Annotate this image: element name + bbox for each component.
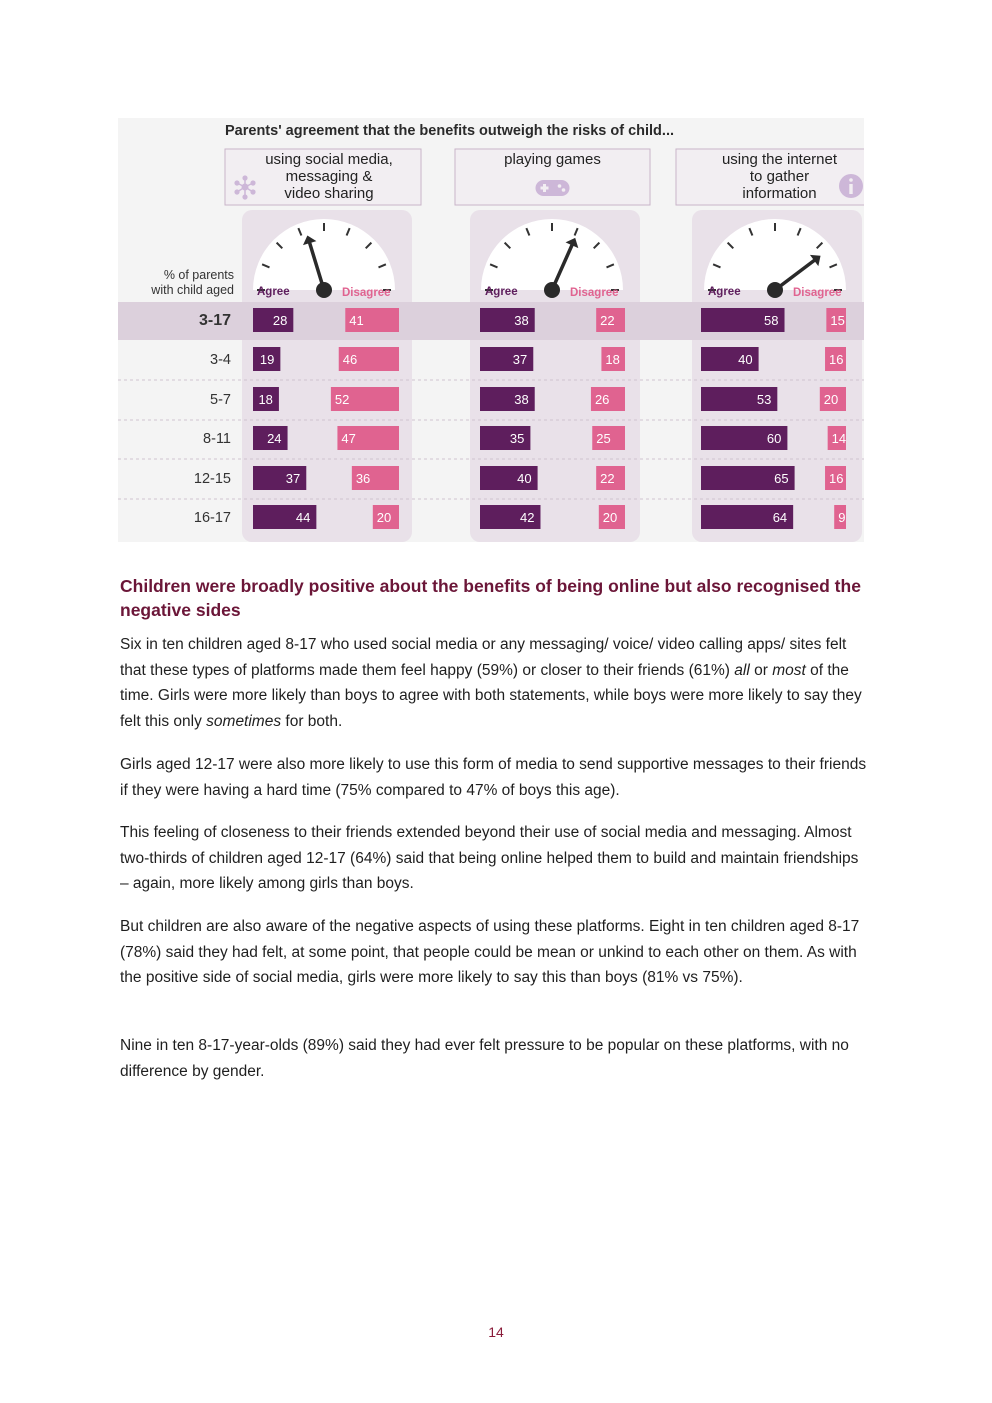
panel-title-line: using social media, <box>265 151 393 168</box>
paragraph-happy-closer <box>120 632 868 734</box>
info-icon <box>839 174 863 198</box>
paragraph-text: of the time. Girls were more likely than boys to agree with both statements, while boys were more likely to say they felt this only <box>120 661 862 730</box>
disagree-value-label: 22 <box>600 313 615 328</box>
paragraph-text: for both. <box>281 712 343 730</box>
disagree-value-label: 20 <box>823 392 839 407</box>
gauge-pivot <box>767 282 783 298</box>
category-label: 16-17 <box>193 510 231 526</box>
panel-title-line: video sharing <box>284 185 374 202</box>
agree-value-label: 58 <box>764 313 779 328</box>
disagree-value-label: 16 <box>829 471 844 486</box>
agree-value-label: 53 <box>756 392 772 407</box>
agree-value-label: 38 <box>514 392 529 407</box>
disagree-value-label: 36 <box>355 471 371 486</box>
agree-value-label: 37 <box>512 352 528 367</box>
disagree-value-label: 9 <box>838 510 846 525</box>
disagree-value-label: 46 <box>342 352 358 367</box>
paragraph-text: or <box>749 661 773 679</box>
disagree-value-label: 25 <box>596 431 611 446</box>
paragraph-pressure-popular: Nine in ten 8-17-year-olds (89%) said they had ever felt pressure to be popular on these platforms, with no difference by gender. <box>120 1037 849 1080</box>
gauge-pivot <box>544 282 560 298</box>
paragraph-text: Six in ten children aged 8-17 who used social media or any messaging/ voice/ video calling apps/ sites felt that these types of platforms made them feel happy (59%) or closer to their friends (61%) <box>120 636 847 679</box>
panel-title-line: to gather <box>749 168 810 185</box>
disagree-value-label: 47 <box>341 431 356 446</box>
agree-value-label: 35 <box>509 431 525 446</box>
agree-value-label: 42 <box>520 510 535 525</box>
disagree-value-label: 20 <box>602 510 618 525</box>
gauge-pivot <box>316 282 332 298</box>
emphasis-text: sometimes <box>206 712 282 730</box>
category-label: 8-11 <box>203 431 231 447</box>
legend-agree-label: Agree <box>257 286 290 298</box>
agree-value-label: 24 <box>267 431 282 446</box>
category-label: 5-7 <box>210 392 231 408</box>
legend-agree-label: Agree <box>708 286 741 298</box>
disagree-value-label: 41 <box>349 313 364 328</box>
gamepad-icon <box>536 180 570 196</box>
disagree-value-label: 20 <box>376 510 392 525</box>
panel-title-line: information <box>742 185 817 202</box>
panel-title-line: messaging & <box>285 168 373 185</box>
agree-value-label: 40 <box>517 471 532 486</box>
disagree-value-label: 15 <box>830 313 845 328</box>
category-label: 3-4 <box>210 352 231 368</box>
chart-title: Parents' agreement that the benefits outweigh the risks of child... <box>225 123 675 139</box>
agree-value-label: 64 <box>772 510 788 525</box>
agree-value-label: 60 <box>766 431 782 446</box>
category-label: 12-15 <box>193 471 231 487</box>
row-axis-label: with child aged <box>151 283 234 297</box>
paragraph-friendships: This feeling of closeness to their friends extended beyond their use of social media and messaging. Almost two-thirds of children aged 12-17 (64%) said that being online helped them to build and maintain friendships – again, more likely among girls than boys. <box>120 824 859 893</box>
agree-value-label: 65 <box>774 471 789 486</box>
legend-disagree-label: Disagree <box>570 287 619 299</box>
emphasis-text: all <box>734 661 750 679</box>
paragraph-negative-aspects: But children are also aware of the negative aspects of using these platforms. Eight in ten children aged 8-17 (78%) said they had felt, at some point, that people could be mean or unkind to each other on them. As with the positive side of social media, girls were more likely to say this than boys (81% vs 75%). <box>120 918 860 987</box>
agree-value-label: 19 <box>259 352 275 367</box>
agree-value-label: 44 <box>295 510 311 525</box>
category-label: 3-17 <box>198 312 231 329</box>
agree-value-label: 28 <box>272 313 288 328</box>
legend-disagree-label: Disagree <box>793 287 842 299</box>
legend-disagree-label: Disagree <box>342 287 391 299</box>
disagree-value-label: 52 <box>334 392 350 407</box>
paragraph-supportive-messages: Girls aged 12-17 were also more likely to use this form of media to send supportive messages to their friends if they were having a hard time (75% compared to 47% of boys this age). <box>120 756 867 799</box>
agreement-chart <box>118 118 864 542</box>
emphasis-text: most <box>772 661 806 679</box>
agree-value-label: 40 <box>738 352 753 367</box>
agree-value-label: 38 <box>514 313 529 328</box>
page-number: 14 <box>488 1324 504 1340</box>
panel-title-line: playing games <box>504 151 601 168</box>
agree-value-label: 37 <box>285 471 301 486</box>
section-heading: Children were broadly positive about the benefits of being online but also recognised the negative sides <box>120 576 861 620</box>
disagree-value-label: 14 <box>831 431 847 446</box>
disagree-value-label: 16 <box>829 352 844 367</box>
disagree-value-label: 18 <box>605 352 620 367</box>
row-axis-label: % of parents <box>163 268 234 282</box>
panel-title-line: using the internet <box>721 151 838 168</box>
disagree-value-label: 26 <box>594 392 610 407</box>
disagree-value-label: 22 <box>600 471 615 486</box>
agree-value-label: 18 <box>258 392 273 407</box>
legend-agree-label: Agree <box>485 286 518 298</box>
